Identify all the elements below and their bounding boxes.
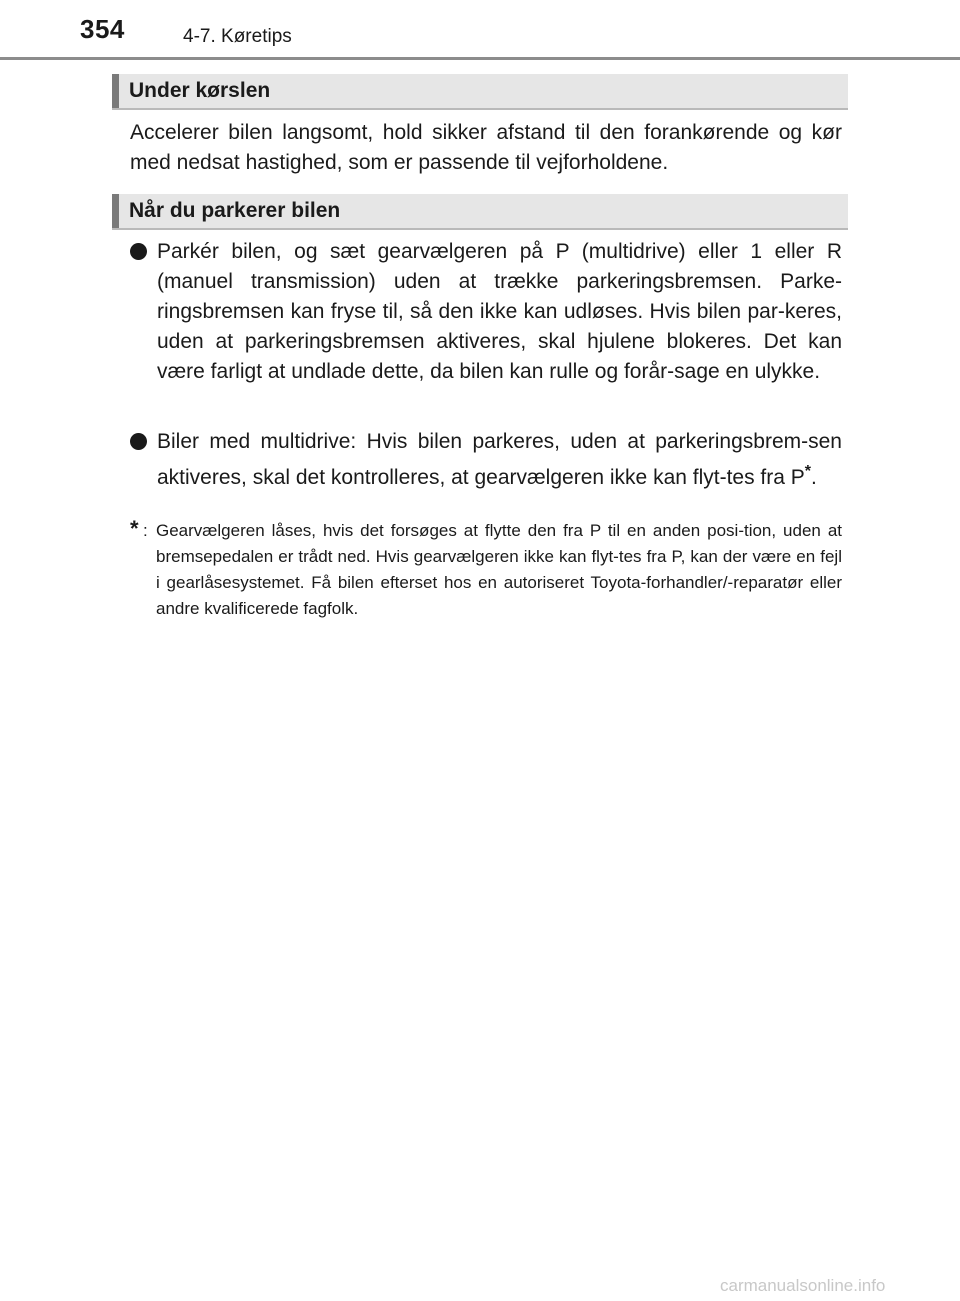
- driving-paragraph: Accelerer bilen langsomt, hold sikker afstand til den forankørende og kør med nedsat hastighed, som er passende til vejforholdene.: [130, 121, 842, 174]
- footnote-colon: :: [143, 521, 148, 540]
- section-accent: [112, 74, 119, 108]
- footnote: [130, 518, 842, 622]
- section-title: Under kørslen: [129, 79, 271, 102]
- watermark: carmanualsonline.info: [720, 1276, 886, 1295]
- bullet-icon: [130, 433, 147, 450]
- header-divider: [0, 57, 960, 60]
- section-heading-parking: [112, 194, 848, 230]
- section-accent: [112, 194, 119, 228]
- section-heading-driving: [112, 74, 848, 110]
- footnote-mark: *: [130, 516, 139, 541]
- list-item: [130, 427, 842, 493]
- page-number: 354: [80, 14, 125, 44]
- bullet-text: Parkér bilen, og sæt gearvælgeren på P (multidrive) eller 1 eller R (manuel transmission) uden at trække parkeringsbremsen. Parke-ringsbremsen kan fryse til, så den ikke kan udløses. Hvis bilen par-keres, uden at parkeringsbremsen aktiveres, skal hjulene blokeres. Det kan være farligt at undlade dette, da bilen kan rulle og forår-sage en ulykke.: [157, 240, 842, 383]
- footnote-reference: *: [804, 463, 812, 480]
- section-title: Når du parkerer bilen: [129, 199, 341, 222]
- footnote-text: Gearvælgeren låses, hvis det forsøges at flytte den fra P til en anden posi-tion, uden at bremsepedalen er trådt ned. Hvis gearvælgeren ikke kan flyt-tes fra P, kan der være en fejl i gearlåsesystemet. Få bilen efterset hos en autoriseret Toyota-forhandler/-reparatør eller andre kvalificerede fagfolk.: [156, 521, 842, 618]
- list-item: [130, 237, 842, 387]
- bullet-icon: [130, 243, 147, 260]
- bullet-text-wrapper: [157, 427, 842, 493]
- bullet-suffix: .: [811, 466, 817, 489]
- chapter-title: 4-7. Køretips: [183, 26, 292, 47]
- page-header: [0, 0, 960, 60]
- bullet-text: Biler med multidrive: Hvis bilen parkeres, uden at parkeringsbrem-sen aktiveres, skal det kontrolleres, at gearvælgeren ikke kan flyt-tes fra P: [157, 430, 842, 489]
